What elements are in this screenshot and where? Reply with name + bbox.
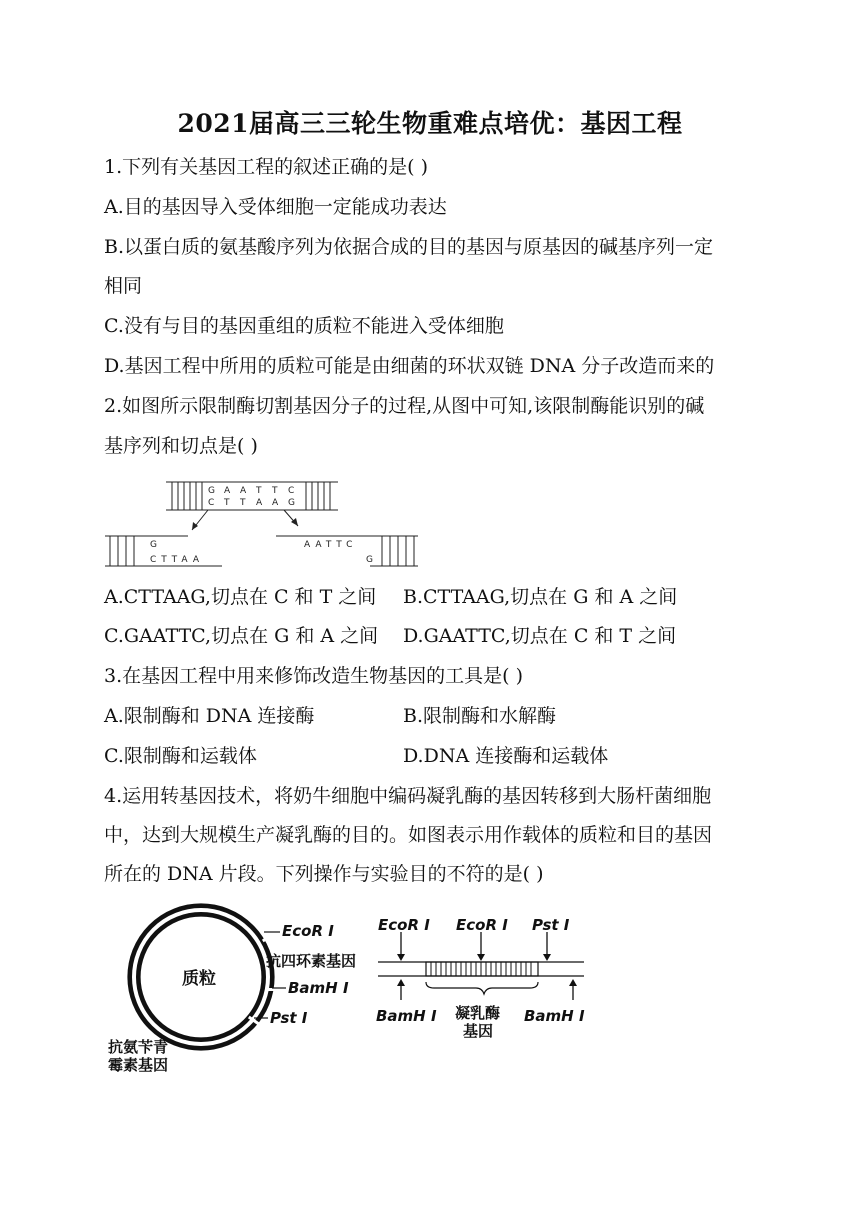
q1-option-a: A.目的基因导入受体细胞一定能成功表达 — [104, 196, 447, 218]
q4-stem-continued-1: 中，达到大规模生产凝乳酶的目的。如图表示用作载体的质粒和目的基因 — [104, 824, 713, 846]
q2-option-c: C.GAATTC,切点在 G 和 A 之间 — [104, 625, 379, 647]
q2-option-a: A.CTTAAG,切点在 C 和 T 之间 — [104, 586, 377, 608]
bot-seq-6: G — [288, 498, 295, 508]
fragment-bamhi-label-2: BamH Ⅰ — [524, 1007, 585, 1025]
left-fragment-bottom: CTTAA — [150, 555, 204, 565]
bot-seq-3: T — [240, 498, 246, 508]
ampicillin-resistance-gene-label-2: 霉素基因 — [108, 1056, 169, 1074]
q3-option-b: B.限制酶和水解酶 — [403, 705, 557, 727]
q3-option-d: D.DNA 连接酶和运载体 — [403, 745, 609, 767]
top-seq-6: C — [288, 486, 295, 496]
fragment-psti-label: Pst Ⅰ — [532, 916, 570, 934]
q2-stem: 2.如图所示限制酶切割基因分子的过程,从图中可知,该限制酶能识别的碱 — [104, 395, 705, 417]
plasmid-ecori-label: EcoR Ⅰ — [282, 922, 334, 940]
q2-option-b: B.CTTAAG,切点在 G 和 A 之间 — [403, 586, 678, 608]
plasmid-psti-label: Pst Ⅰ — [270, 1009, 308, 1027]
q1-stem: 1.下列有关基因工程的叙述正确的是( ) — [104, 156, 428, 178]
top-seq-5: T — [272, 486, 278, 496]
fragment-ecori-label-1: EcoR Ⅰ — [378, 916, 430, 934]
q1-option-b: B.以蛋白质的氨基酸序列为依据合成的目的基因与原基因的碱基序列一定 — [104, 236, 714, 258]
tetracycline-resistance-gene-label: 抗四环素基因 — [266, 952, 357, 970]
plasmid-and-gene-figure — [104, 900, 604, 1075]
q4-stem: 4.运用转基因技术，将奶牛细胞中编码凝乳酶的基因转移到大肠杆菌细胞 — [104, 785, 712, 807]
top-seq-3: A — [240, 486, 247, 496]
q2-stem-continued: 基序列和切点是( ) — [104, 435, 258, 457]
fragment-ecori-label-2: EcoR Ⅰ — [456, 916, 508, 934]
right-fragment-bottom: G — [366, 555, 373, 565]
q4-stem-continued-2: 所在的 DNA 片段。下列操作与实验目的不符的是( ) — [104, 863, 544, 885]
bot-seq-5: A — [272, 498, 279, 508]
q1-option-d: D.基因工程中所用的质粒可能是由细菌的环状双链 DNA 分子改造而来的 — [104, 355, 715, 377]
rennin-gene-label-1: 凝乳酶 — [455, 1004, 501, 1022]
q3-option-c: C.限制酶和运载体 — [104, 745, 257, 767]
q1-option-c: C.没有与目的基因重组的质粒不能进入受体细胞 — [104, 315, 504, 337]
right-fragment-top: AATTC — [304, 540, 358, 550]
bot-seq-1: C — [208, 498, 215, 508]
q3-option-a: A.限制酶和 DNA 连接酶 — [104, 705, 315, 727]
ampicillin-resistance-gene-label-1: 抗氨苄青 — [108, 1038, 169, 1056]
left-fragment-top: G — [150, 540, 157, 550]
bot-seq-4: A — [256, 498, 263, 508]
plasmid-label: 质粒 — [182, 969, 216, 989]
page-title: 2021届高三三轮生物重难点培优：基因工程 — [177, 109, 683, 138]
q1-option-b-continued: 相同 — [104, 275, 143, 297]
bot-seq-2: T — [224, 498, 230, 508]
q3-stem: 3.在基因工程中用来修饰改造生物基因的工具是( ) — [104, 665, 523, 687]
top-seq-2: A — [224, 486, 231, 496]
top-seq-1: G — [208, 486, 215, 496]
rennin-gene-label-2: 基因 — [463, 1022, 494, 1040]
plasmid-bamhi-label: BamH Ⅰ — [288, 979, 349, 997]
top-seq-4: T — [256, 486, 262, 496]
q2-option-d: D.GAATTC,切点在 C 和 T 之间 — [403, 625, 677, 647]
restriction-cut-figure — [100, 476, 430, 572]
fragment-bamhi-label-1: BamH Ⅰ — [376, 1007, 437, 1025]
